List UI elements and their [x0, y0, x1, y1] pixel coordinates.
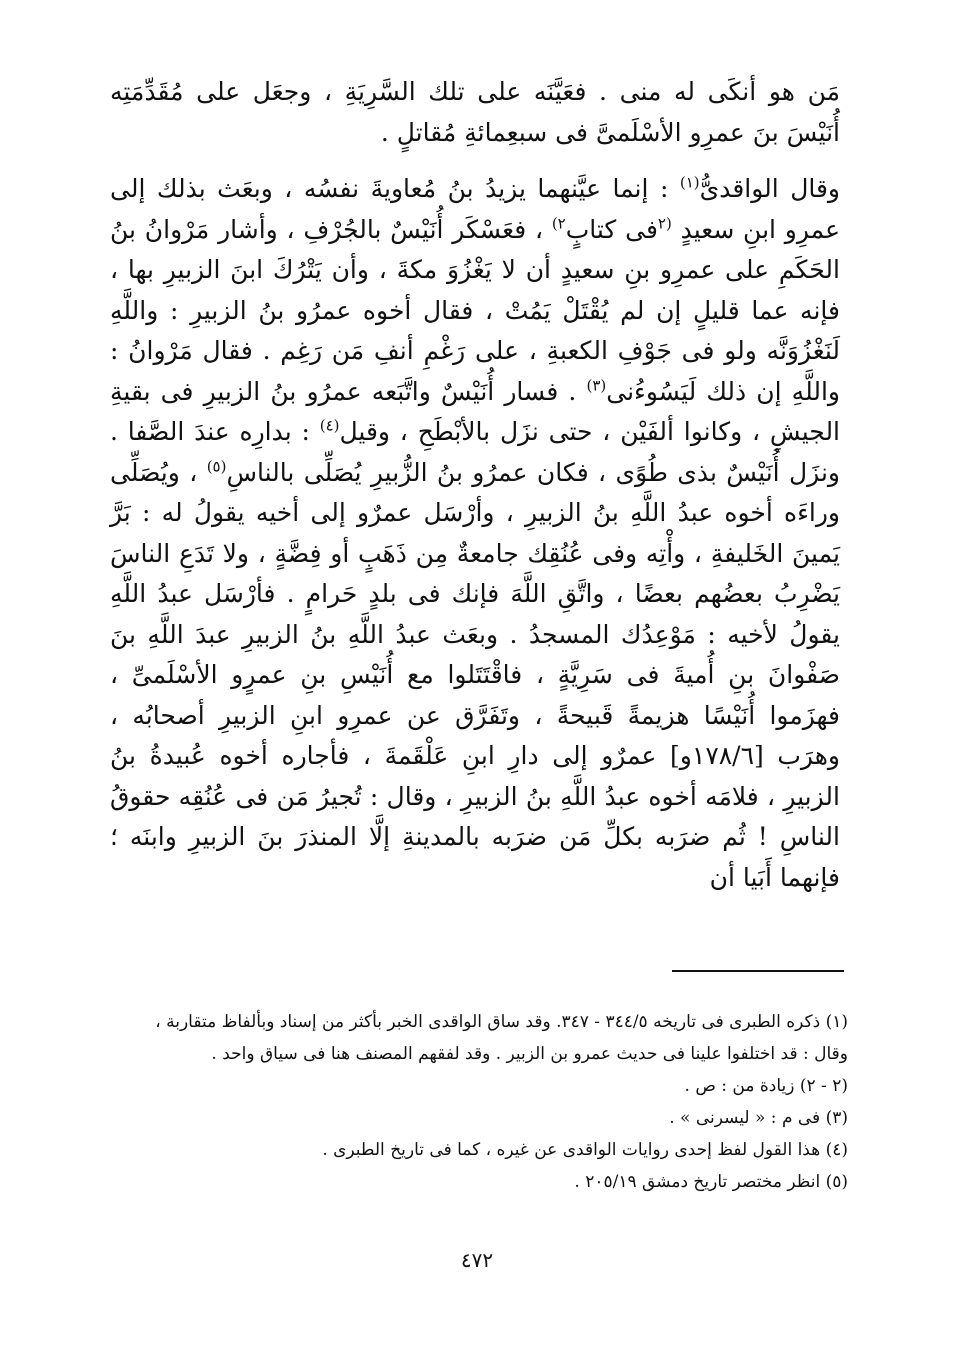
footnote-ref-3[interactable]: (٣)	[586, 376, 607, 395]
paragraph-2	[110, 169, 840, 898]
footnote-ref-5[interactable]: (٥)	[206, 457, 227, 476]
footnote-1: (١) ذكره الطبرى فى تاريخه ٣٤٤/٥ - ٣٤٧. وقد ساق الواقدى الخبر بأكثر من إسناد وبألفاظ متقاربة ، وقال : قد اختلفوا علينا فى حديث عمرو بن الزبير . وقد لفقهم المصنف هنا فى سياق واحد .	[155, 1012, 848, 1064]
text-segment: فى كتابٍ	[565, 214, 658, 244]
footnote-ref-4[interactable]: (٤)	[319, 416, 340, 435]
footnote-ref-2-close[interactable]: ٢)	[551, 214, 566, 233]
footnote-separator	[672, 970, 844, 972]
text-segment: : إنما عيَّنهما يزيدُ بنُ مُعاويةَ نفسُه ، وبعَث بذلك إلى عمرِو ابنِ سعيدٍ	[110, 174, 840, 244]
footnote-3: (٣) فى م : « ليسرنى » .	[669, 1108, 848, 1128]
main-text	[110, 72, 840, 898]
paragraph-1: مَن هو أنكَى له منى . فعَيَّنَه على تلك السَّرِيَةِ ، وجعَل على مُقَدِّمَتِه أُنَيْسَ بنَ عمرِو الأسْلَمىَّ فى سبعِمائةِ مُقاتلٍ .	[110, 77, 840, 147]
page-number: ٤٧٢	[460, 1248, 494, 1272]
text-segment: : بدارِه عندَ الصَّفا . ونزَل أُنَيْسٌ بذى طُوًى ، فكان عمرُو بنُ الزُّبيرِ يُصَلِّى بالناسِ	[110, 417, 841, 487]
footnote-2: (٢ - ٢) زيادة من : ص .	[684, 1076, 848, 1096]
text-segment: ، فعَسْكَر أُنَيْسٌ بالجُرْفِ ، وأشار مَرْوانُ بنُ الحَكَمِ على عمرِو بنِ سعيدٍ أن لا يَغْزُوَ مكةَ ، وأن يَتْرُكَ ابنَ الزبيرِ بها ، فإنه عما قليلٍ إن لم يُقْتَلْ يَمُتْ ، فقال أخوه عمرُو بنُ الزبيرِ : واللَّهِ لَنَغْزُوَنَّه ولو فى جَوْفِ الكعبةِ ، على رَغْمِ أنفِ مَن رَغِم . فقال مَرْوانُ : واللَّهِ إن ذلك لَيَسُوءُنى	[110, 214, 840, 406]
text-segment: ، ويُصَلِّى وراءَه أخوه عبدُ اللَّهِ بنُ الزبيرِ ، وأرْسَل عمرٌو إلى أخيه يقولُ له : بَرَّ يَمينَ الخَليفةِ ، وأْتِه وفى عُنُقِك جامعةٌ مِن ذَهَبٍ أو فِضَّةٍ ، ولا تَدَعِ الناسَ يَضْرِبُ بعضُهم بعضًا ، واتَّقِ اللَّهَ فإنك فى بلدٍ حَرامٍ . فأرْسَل عبدُ اللَّهِ يقولُ لأخيه : مَوْعِدُك المسجدُ . وبعَث عبدُ اللَّهِ بنُ الزبيرِ عبدَ اللَّهِ بنَ صَفْوانَ بنِ أُميةَ فى سَرِيَّةٍ ، فاقْتَتَلوا مع أُنَيْسِ بنِ عمرٍو الأسْلَمىِّ ، فهزَموا أُنَيْسًا هزيمةً قَبيحةً ، وتَفَرَّق عن عمرِو ابنِ الزبيرِ أصحابُه ، وهرَب [١٧٨/٦و] عمرٌو إلى دارِ ابنِ عَلْقَمةَ ، فأجاره أخوه عُبيدةُ بنُ الزبيرِ ، فلامَه أخوه عبدُ اللَّهِ بنُ الزبيرِ ، وقال : تُجيرُ مَن فى عُنُقِه حقوقُ الناسِ ! ثُم ضرَبه بكلِّ مَن ضرَبه بالمدينةِ إلَّا المنذرَ بنَ الزبيرِ وابنَه ؛ فإنهما أَبَيا أن	[110, 457, 840, 892]
text-segment: . فسار أُنَيْسٌ واتَّبَعه عمرُو بنُ الزبيرِ فى بقيةِ الجيشِ ، وكانوا ألفَيْن ، حتى نزَل بالأبْطَحِ ، وقيل	[110, 376, 841, 446]
footnote-ref-2-open[interactable]: (٢	[657, 214, 672, 233]
footnote-4: (٤) هذا القول لفظ إحدى روايات الواقدى عن غيره ، كما فى تاريخ الطبرى .	[322, 1140, 848, 1160]
text-segment: وقال الواقدىُّ	[699, 174, 840, 203]
footnote-ref-1[interactable]: (١)	[679, 173, 700, 192]
footnotes	[120, 1006, 848, 1198]
footnote-5: (٥) انظر مختصر تاريخ دمشق ٢٠٥/١٩ .	[574, 1172, 848, 1192]
